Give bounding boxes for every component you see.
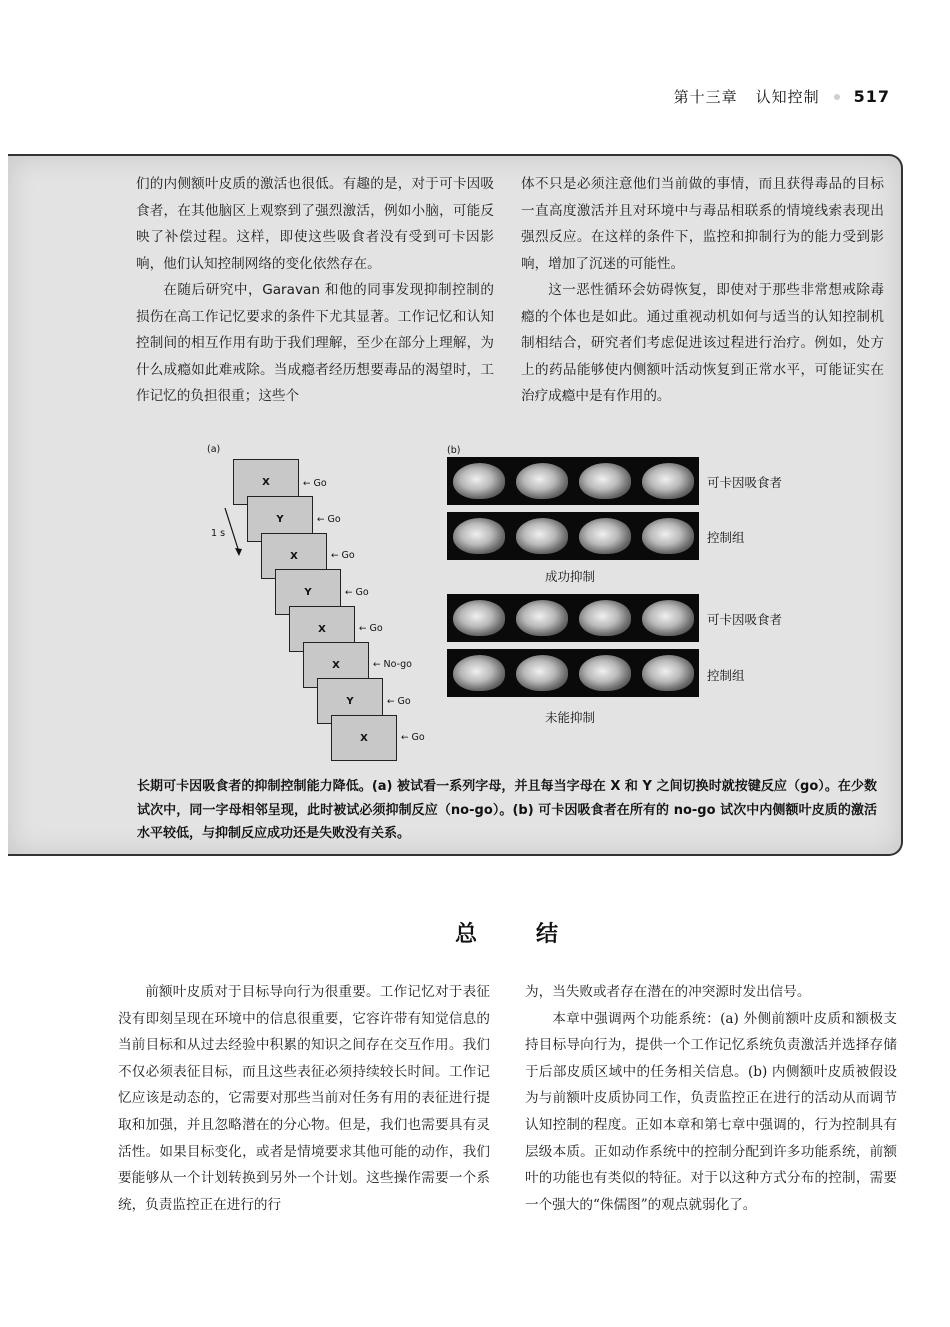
brain-image-strip xyxy=(447,594,699,642)
summary-left-column xyxy=(118,979,490,1218)
response-label: ← Go xyxy=(387,696,411,707)
box-left-column xyxy=(136,171,494,410)
stimulus-card: Y xyxy=(247,496,313,542)
box-paragraph: 这一恶性循环会妨碍恢复，即使对于那些非常想戒除毒瘾的个体也是如此。通过重视动机如何与适当的认知控制机制相结合，研究者们考虑促进该过程进行治疗。例如，处方上的药品能够使内侧额叶活动恢复到正常水平，可能证实在治疗成瘾中是有作用的。 xyxy=(521,282,884,404)
summary-paragraph: 前额叶皮质对于目标导向行为很重要。工作记忆对于表征没有即刻呈现在环境中的信息很重要，它容许带有知觉信息的当前目标和从过去经验中积累的知识之间存在交互作用。我们不仅必须表征目标，而且这些表征必须持续较长时间。工作记忆应该是动态的，它需要对那些当前对任务有用的表征进行提取和加强，并且忽略潜在的分心物。但是，我们也需要具有灵活性。如果目标变化，或者是情境要求其他可能的动作，我们要能够从一个计划转换到另外一个计划。这些操作需要一个系统，负责监控正在进行的行 xyxy=(118,984,490,1213)
running-header xyxy=(674,86,890,107)
group-label-cocaine: 可卡因吸食者 xyxy=(707,612,783,627)
time-label: 1 s xyxy=(211,528,226,539)
box-right-column xyxy=(521,171,884,410)
box-paragraph: 体不只是必须注意他们当前做的事情，而且获得毒品的目标一直高度激活并且对环境中与毒品相联系的情境线索表现出强烈反应。在这样的条件下，监控和抑制行为的能力受到影响，增加了沉迷的可能性。 xyxy=(521,176,884,272)
figure-caption: 长期可卡因吸食者的抑制控制能力降低。(a) 被试看一系列字母，并且每当字母在 X 和 Y 之间切换时就按键反应（go）。在少数试次中，同一字母相邻呈现，此时被试必须抑制反应（no-go）。(b) 可卡因吸食者在所有的 no-go 试次中内侧额叶皮质的激活水平较低，与抑制反应成功还是失败没有关系。 xyxy=(137,779,877,841)
stimulus-card: X xyxy=(233,459,299,505)
summary-paragraph: 为，当失败或者存在潜在的冲突源时发出信号。 xyxy=(525,984,811,1000)
figure-a xyxy=(205,444,445,774)
stimulus-card: Y xyxy=(317,678,383,724)
figure-a-label: (a) xyxy=(207,444,221,455)
figure-b-label: (b) xyxy=(447,445,461,456)
chapter-number: 第十三章 xyxy=(673,88,738,106)
response-label: ← No-go xyxy=(373,659,412,670)
group-label-control: 控制组 xyxy=(707,668,745,683)
brain-scan xyxy=(516,655,568,691)
brain-scan xyxy=(453,600,505,636)
brain-scan xyxy=(516,518,568,554)
summary-paragraph: 本章中强调两个功能系统：(a) 外侧前额叶皮质和额极支持目标导向行为，提供一个工作记忆系统负责激活并选择存储于后部皮质区域中的任务相关信息。(b) 内侧额叶皮质被假设为与前额叶皮质协同工作，负责监控正在进行的活动从而调节认知控制的程度。正如本章和第七章中强调的，行为控制具有层级本质。正如动作系统中的控制分配到许多功能系统，前额叶的功能也有类似的特征。对于以这种方式分布的控制，需要一个强大的“侏儒图”的观点就弱化了。 xyxy=(525,1010,897,1213)
brain-scan xyxy=(453,655,505,691)
brain-scan xyxy=(516,600,568,636)
brain-image-strip xyxy=(447,512,699,560)
section-title-part1: 总 xyxy=(455,922,478,947)
section-label-success: 成功抑制 xyxy=(545,569,596,584)
stimulus-card: X xyxy=(331,715,397,761)
response-label: ← Go xyxy=(345,587,369,598)
stimulus-card: Y xyxy=(275,569,341,615)
figure-b xyxy=(445,445,783,745)
brain-scan xyxy=(579,600,631,636)
brain-scan xyxy=(453,463,505,499)
brain-scan xyxy=(642,463,694,499)
brain-scan xyxy=(453,518,505,554)
response-label: ← Go xyxy=(303,478,327,489)
stimulus-card: X xyxy=(261,533,327,579)
brain-scan xyxy=(579,463,631,499)
separator-dot xyxy=(834,94,840,100)
brain-image-strip xyxy=(447,457,699,505)
chapter-title: 认知控制 xyxy=(755,88,820,106)
stimulus-card: X xyxy=(303,642,369,688)
group-label-control: 控制组 xyxy=(707,530,745,545)
response-label: ← Go xyxy=(317,514,341,525)
response-label: ← Go xyxy=(401,732,425,743)
brain-scan xyxy=(642,518,694,554)
group-label-cocaine: 可卡因吸食者 xyxy=(707,475,783,490)
box-paragraph: 们的内侧额叶皮质的激活也很低。有趣的是，对于可卡因吸食者，在其他脑区上观察到了强烈激活，例如小脑，可能反映了补偿过程。这样，即使这些吸食者没有受到可卡因影响，他们认知控制网络的变化依然存在。 xyxy=(136,176,494,272)
brain-image-strip xyxy=(447,649,699,697)
brain-scan xyxy=(516,463,568,499)
brain-scan xyxy=(642,600,694,636)
box-paragraph: 在随后研究中，Garavan 和他的同事发现抑制控制的损伤在高工作记忆要求的条件下尤其显著。工作记忆和认知控制间的相互作用有助于我们理解，至少在部分上理解，为什么成瘾如此难戒除。当成瘾者经历想要毒品的渴望时，工作记忆的负担很重；这些个 xyxy=(136,282,494,404)
summary-right-column xyxy=(525,979,897,1218)
response-label: ← Go xyxy=(331,550,355,561)
response-label: ← Go xyxy=(359,623,383,634)
brain-scan xyxy=(642,655,694,691)
page-number: 517 xyxy=(853,87,890,106)
stimulus-card: X xyxy=(289,606,355,652)
section-label-failure: 未能抑制 xyxy=(545,710,596,725)
brain-scan xyxy=(579,655,631,691)
brain-scan xyxy=(579,518,631,554)
time-arrow xyxy=(223,506,243,558)
section-title-part2: 结 xyxy=(536,922,559,947)
